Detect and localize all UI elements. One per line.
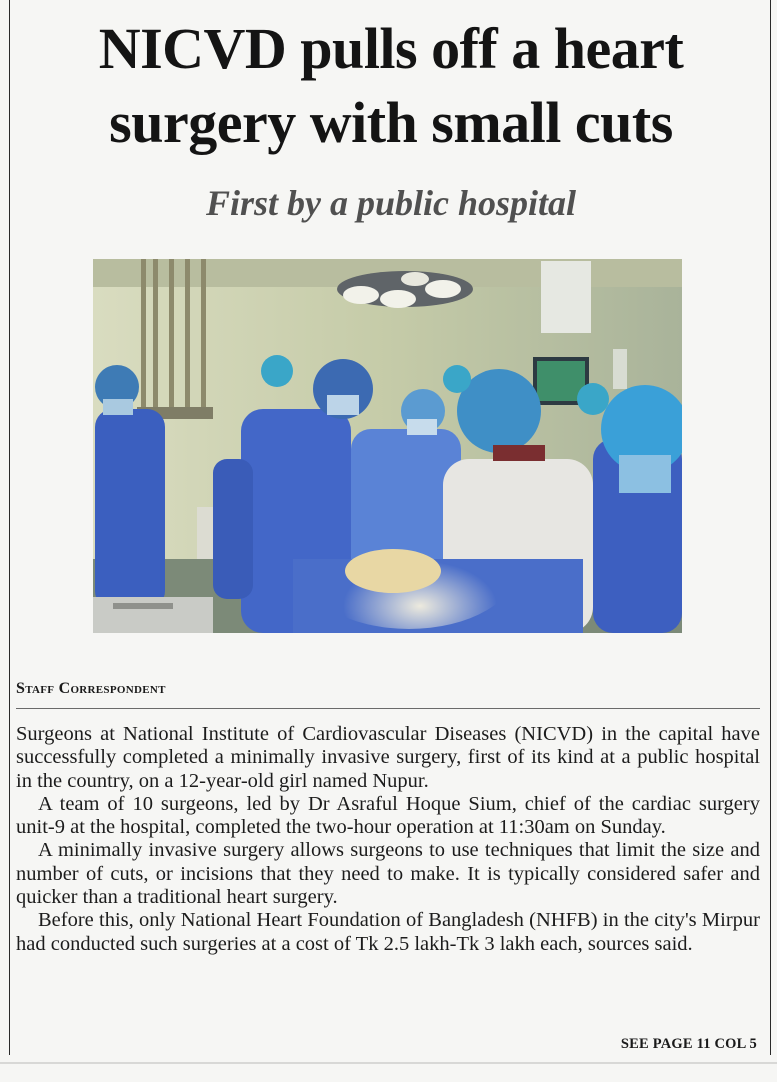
article-body: [16, 723, 760, 956]
byline-divider: [16, 708, 760, 709]
headline: [16, 12, 766, 160]
bottom-rule: [0, 1062, 777, 1064]
paragraph-1: Surgeons at National Institute of Cardiovascular Diseases (NICVD) in the capital have successfully completed a minimally invasive surgery, first of its kind at a public hospital in the country, on a 12-year-old girl named Nupur.: [16, 723, 760, 792]
paragraph-2: A team of 10 surgeons, led by Dr Asraful Hoque Sium, chief of the cardiac surgery unit-9 at the hospital, completed the two-hour operation at 11:30am on Sunday.: [16, 792, 760, 839]
continuation-jump-link: SEE PAGE 11 COL 5: [620, 1036, 757, 1052]
left-column-rule: [9, 0, 10, 1055]
paragraph-4: Before this, only National Heart Foundation of Bangladesh (NHFB) in the city's Mirpur had conducted such surgeries at a cost of Tk 2.5 lakh-Tk 3 lakh each, sources said.: [16, 909, 760, 955]
surgical-team-photo: [93, 259, 682, 633]
byline: Staff Correspondent: [16, 680, 166, 697]
right-column-rule: [770, 0, 771, 1055]
headline-line-2: surgery with small cuts: [109, 90, 673, 155]
paragraph-3: A minimally invasive surgery allows surgeons to use techniques that limit the size and number of cuts, or incisions that they need to make. It is typically considered safer and quicker than a traditional heart surgery.: [16, 839, 760, 909]
subheadline: First by a public hospital: [205, 183, 577, 223]
headline-line-1: NICVD pulls off a heart: [98, 16, 684, 81]
